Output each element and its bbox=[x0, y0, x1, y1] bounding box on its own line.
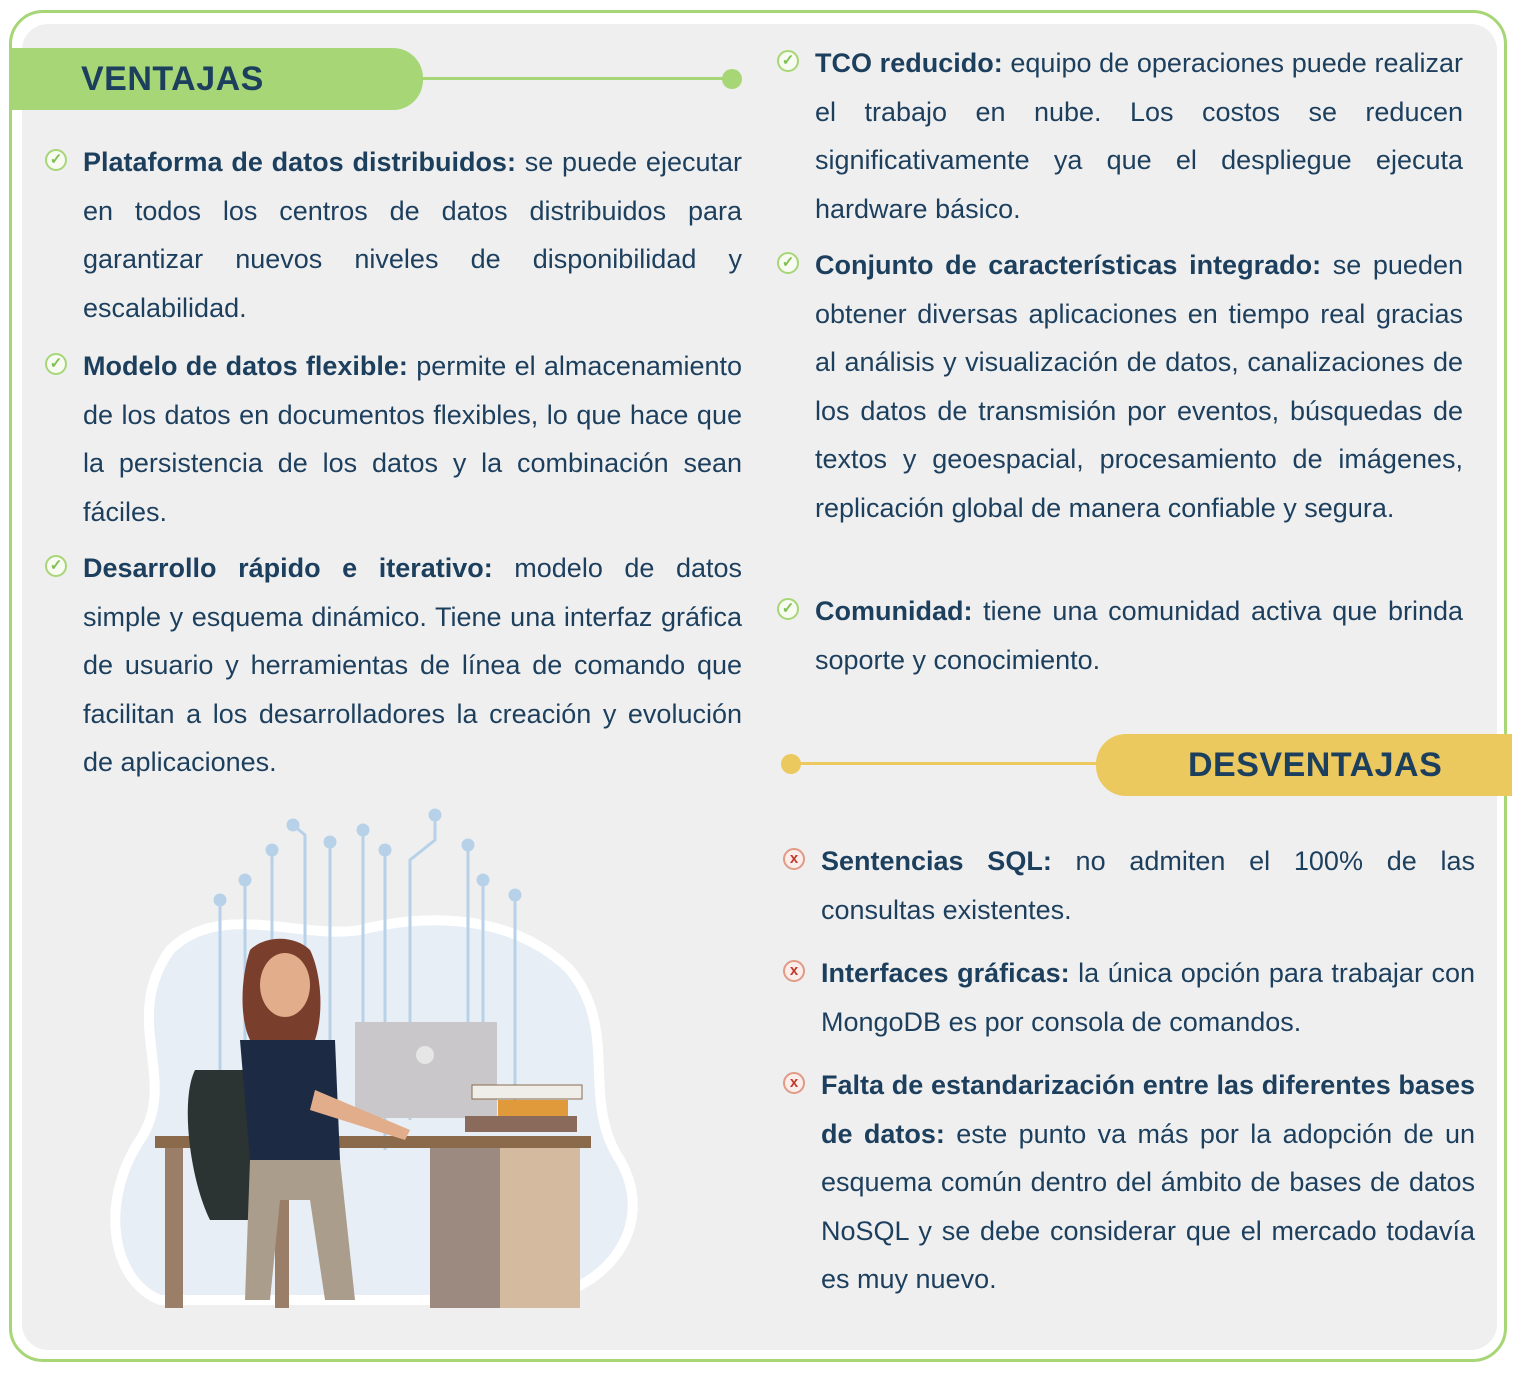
monitor bbox=[355, 1022, 497, 1118]
check-icon: ✓ bbox=[777, 252, 799, 274]
ventajas-header bbox=[9, 48, 423, 110]
item-title: TCO reducido: bbox=[815, 48, 1003, 78]
list-item bbox=[49, 138, 742, 332]
developer-illustration bbox=[100, 800, 660, 1310]
item-title: Comunidad: bbox=[815, 596, 973, 626]
list-item bbox=[789, 837, 1475, 934]
ventajas-connector bbox=[423, 77, 733, 80]
item-text: no admiten el 100% de las consultas existentes. bbox=[821, 846, 1475, 925]
item-title: Desarrollo rápido e iterativo: bbox=[83, 553, 493, 583]
desventajas-title: DESVENTAJAS bbox=[1188, 745, 1443, 784]
cross-icon: x bbox=[783, 960, 805, 982]
item-text: equipo de operaciones puede realizar el trabajo en nube. Los costos se reducen significativamente ya que el despliegue ejecuta hardware básico. bbox=[815, 48, 1463, 224]
item-text: la única opción para trabajar con MongoDB es por consola de comandos. bbox=[821, 958, 1475, 1037]
item-title: Plataforma de datos distribuidos: bbox=[83, 147, 516, 177]
list-item bbox=[789, 1061, 1475, 1304]
list-item bbox=[789, 949, 1475, 1046]
desventajas-header bbox=[1096, 734, 1512, 796]
item-title: Interfaces gráficas: bbox=[821, 958, 1070, 988]
list-item bbox=[781, 241, 1464, 532]
item-text: se pueden obtener diversas aplicaciones en tiempo real gracias al análisis y visualización de datos, canalizaciones de los datos de transmisión por eventos, búsquedas de textos y geoespacial, procesamiento de imágenes, replicación global de manera confiable y segura. bbox=[815, 250, 1464, 523]
ventajas-title: VENTAJAS bbox=[81, 59, 264, 98]
cross-icon: x bbox=[783, 1072, 805, 1094]
item-title: Falta de estandarización entre las diferentes bases de datos: bbox=[821, 1070, 1475, 1149]
item-title: Conjunto de características integrado: bbox=[815, 250, 1322, 280]
item-text: este punto va más por la adopción de un esquema común dentro del ámbito de bases de datos NoSQL y se debe considerar que el mercado todavía es muy nuevo. bbox=[821, 1118, 1475, 1294]
check-icon: ✓ bbox=[45, 149, 67, 171]
cross-icon: x bbox=[783, 848, 805, 870]
item-title: Modelo de datos flexible: bbox=[83, 351, 408, 381]
check-icon: ✓ bbox=[777, 598, 799, 620]
item-text: modelo de datos simple y esquema dinámico. Tiene una interfaz gráfica de usuario y herramientas de línea de comando que facilitan a los desarrolladores la creación y evolución de aplicaciones. bbox=[83, 553, 743, 777]
item-text: tiene una comunidad activa que brinda soporte y conocimiento. bbox=[815, 596, 1463, 675]
check-icon: ✓ bbox=[777, 50, 799, 72]
list-item bbox=[49, 544, 743, 787]
person-face bbox=[260, 953, 310, 1017]
item-text: se puede ejecutar en todos los centros de datos distribuidos para garantizar nuevos niveles de disponibilidad y escalabilidad. bbox=[83, 147, 742, 323]
check-icon: ✓ bbox=[45, 555, 67, 577]
list-item bbox=[781, 39, 1463, 233]
desventajas-connector bbox=[790, 762, 1100, 765]
ventajas-dot bbox=[722, 69, 742, 89]
list-item bbox=[781, 587, 1463, 684]
check-icon: ✓ bbox=[45, 353, 67, 375]
item-text: permite el almacenamiento de los datos en documentos flexibles, lo que hace que la persistencia de los datos y la combinación sean fáciles. bbox=[83, 351, 742, 527]
list-item bbox=[49, 342, 742, 536]
item-title: Sentencias SQL: bbox=[821, 846, 1052, 876]
